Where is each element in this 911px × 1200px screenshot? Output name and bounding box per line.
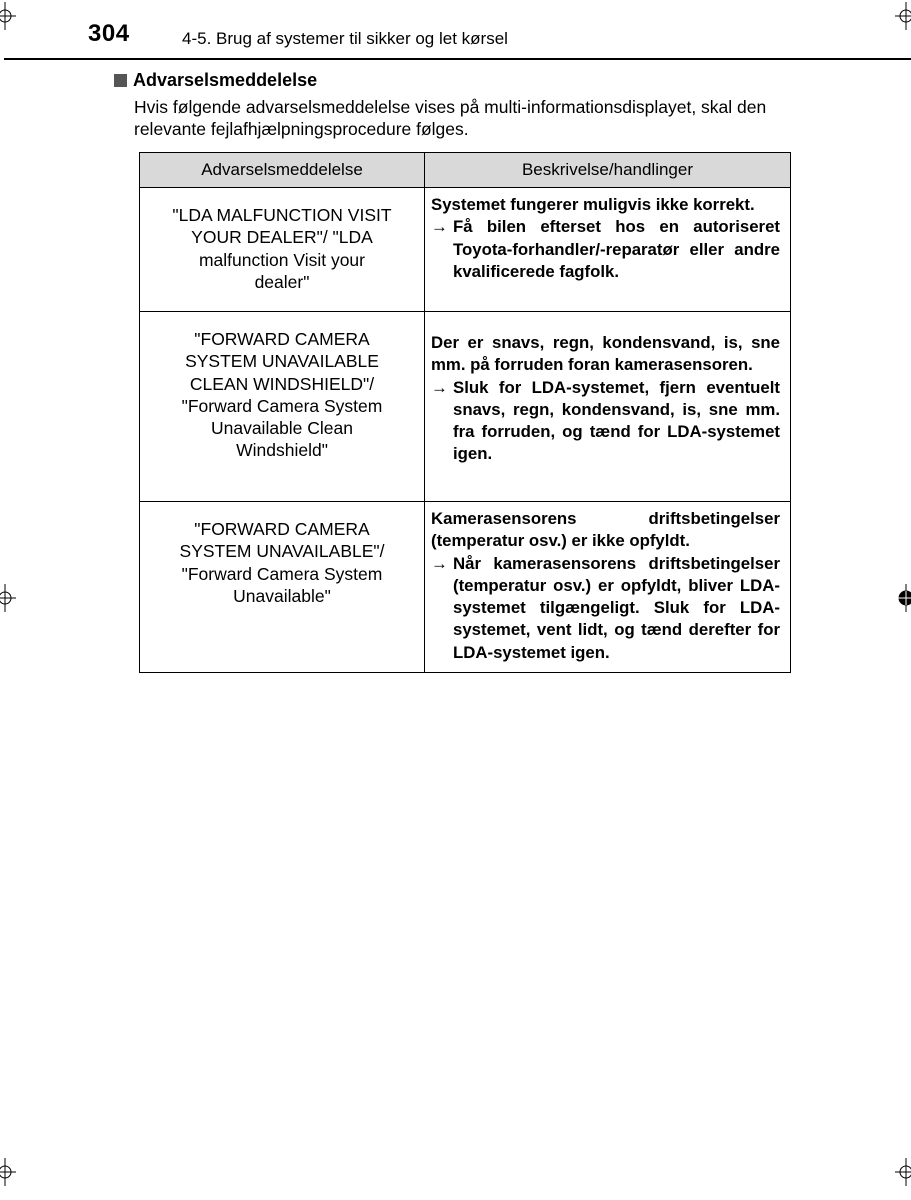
table-row (140, 502, 791, 673)
warning-message-text: "FORWARD CAMERA SYSTEM UNAVAILABLE CLEAN WINDSHIELD"/ "Forward Camera System Unavailable Clean Windshield" (181, 329, 383, 461)
intro-paragraph: Hvis følgende advarselsmeddelelse vises på multi-informationsdisplayet, skal den relevante fejlafhjælpningsprocedure følges. (134, 97, 767, 139)
registration-mark-icon (0, 1158, 20, 1186)
arrow-right-icon: → (431, 377, 448, 397)
action-item (431, 216, 780, 283)
warning-message-cell (140, 502, 425, 673)
chapter-title: 4-5. Brug af systemer til sikker og let kørsel (182, 29, 508, 48)
table-header-row (140, 153, 791, 188)
table-row (140, 312, 791, 502)
description-text: Kamerasensorens driftsbetingelser (temperatur osv.) er ikke opfyldt. (431, 509, 780, 551)
registration-mark-icon (891, 1158, 911, 1186)
action-item (431, 377, 780, 466)
registration-mark-icon (0, 584, 20, 612)
page-number: 304 (88, 20, 130, 47)
registration-mark-icon (891, 584, 911, 612)
warning-message-cell (140, 188, 425, 312)
table-row (140, 188, 791, 312)
action-item (431, 553, 780, 664)
section-heading-text: Advarselsmeddelelse (133, 70, 318, 90)
registration-mark-icon (0, 2, 20, 30)
registration-mark-icon (891, 2, 911, 30)
column-header-message: Advarselsmeddelelse (140, 153, 425, 188)
section-heading (114, 70, 317, 91)
description-text: Der er snavs, regn, kondensvand, is, sne mm. på forruden foran kamerasensoren. (431, 333, 780, 375)
warning-message-table (139, 152, 791, 673)
action-text: Få bilen efterset hos en autoriseret Toyota-forhandler/-reparatør eller andre kvalificerede fagfolk. (453, 217, 780, 281)
square-bullet-icon (114, 74, 127, 87)
action-text: Når kamerasensorens driftsbetingelser (temperatur osv.) er opfyldt, bliver LDA-systemet tilgængeligt. Sluk for LDA-systemet, vent lidt, og tænd derefter for LDA-systemet igen. (453, 553, 780, 662)
header-divider (4, 58, 911, 60)
warning-message-text: "FORWARD CAMERA SYSTEM UNAVAILABLE"/ "Forward Camera System Unavailable" (179, 519, 385, 606)
description-text: Systemet fungerer muligvis ikke korrekt. (431, 195, 755, 214)
column-header-description: Beskrivelse/handlinger (425, 153, 791, 188)
warning-message-cell (140, 312, 425, 502)
warning-message-text: "LDA MALFUNCTION VISIT YOUR DEALER"/ "LDA malfunction Visit your dealer" (172, 205, 392, 292)
arrow-right-icon: → (431, 217, 448, 237)
description-cell (425, 312, 791, 502)
description-cell (425, 188, 791, 312)
arrow-right-icon: → (431, 553, 448, 573)
description-cell (425, 502, 791, 673)
action-text: Sluk for LDA-systemet, fjern eventuelt snavs, regn, kondensvand, is, sne mm. fra forruden, og tænd for LDA-systemet igen. (453, 377, 780, 464)
